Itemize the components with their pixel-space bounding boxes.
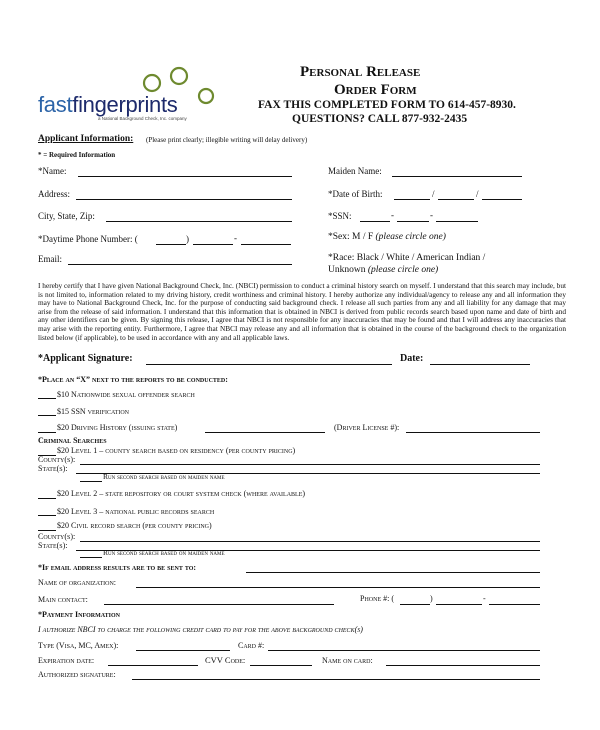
results-phone-line-field[interactable] (489, 604, 540, 605)
logo-wordmark (38, 92, 178, 118)
questions-phone: QUESTIONS? CALL 877-932-2435 (292, 113, 468, 125)
civil-run-second-search: Run second search based on maiden name (103, 548, 225, 557)
email-label: Email: (38, 254, 62, 264)
email-results-field[interactable] (246, 572, 540, 573)
checkbox-civil-maiden[interactable] (80, 557, 102, 558)
ssn-separator-2: - (430, 210, 433, 220)
address-label: Address: (38, 189, 70, 199)
civil-states-label: State(s): (38, 541, 68, 550)
name-label: *Name: (38, 166, 67, 176)
name-on-card-field[interactable] (386, 665, 540, 666)
card-number-field[interactable] (268, 650, 540, 651)
results-phone-paren: ) (430, 594, 433, 603)
civil-counties-label: County(s): (38, 532, 76, 541)
results-phone-dash: - (483, 594, 486, 603)
card-number-label: Card #: (238, 641, 265, 650)
signature-date-label: Date: (400, 353, 424, 364)
city-state-zip-label: City, State, Zip: (38, 211, 95, 221)
dob-label: *Date of Birth: (328, 189, 383, 199)
checkbox-sex-offender[interactable] (38, 398, 56, 399)
cvv-label: CVV Code: (205, 655, 246, 665)
criminal-searches-heading: Criminal Searches (38, 436, 107, 445)
form-title-line2: Order Form (334, 82, 417, 98)
card-type-field[interactable] (136, 650, 230, 651)
driving-history-state-field[interactable] (205, 432, 325, 433)
checkbox-level2[interactable] (38, 498, 56, 499)
applicant-info-note: (Please print clearly; illegible writing will delay delivery) (146, 136, 308, 144)
report-driving-history: $20 Driving History (issuing state) (57, 423, 178, 432)
phone-prefix-field[interactable] (193, 244, 233, 245)
report-ssn-verification: $15 SSN verification (57, 407, 130, 416)
ssn-separator-1: - (391, 210, 394, 220)
main-contact-field[interactable] (104, 604, 334, 605)
checkbox-ssn-verification[interactable] (38, 415, 56, 416)
phone-dash: - (234, 233, 237, 243)
organization-field[interactable] (136, 587, 540, 588)
phone-close-paren: ) (186, 234, 189, 244)
report-level2: $20 Level 2 – state repository or court system check (where available) (57, 489, 306, 498)
form-title-line1: Personal Release (300, 64, 421, 80)
card-type-label: Type (Visa, MC, Amex): (38, 641, 119, 650)
payment-authorize-text: I authorize NBCI to charge the following credit card to pay for the above background check(s) (38, 625, 363, 634)
email-field[interactable] (68, 264, 292, 265)
driver-license-field[interactable] (406, 432, 540, 433)
phone-line-field[interactable] (241, 244, 291, 245)
name-on-card-label: Name on card: (322, 656, 373, 665)
race-note: (please circle one) (367, 265, 439, 275)
level1-run-second-search: Run second search based on maiden name (103, 472, 225, 481)
phone-area-code-field[interactable] (156, 244, 186, 245)
authorized-signature-field[interactable] (132, 679, 540, 680)
level1-counties-field[interactable] (80, 464, 540, 465)
consent-paragraph: I hereby certify that I have given National Background Check, Inc. (NBCI) permission to conduct a criminal history search on myself. I understand that this search may include, but is not limited to, information related to my driving history, credit worthiness and criminal history. I hereby authorize any individual/agency to release any and all information they may have to National Background Check, Inc. for the purpose of conducting said background check. I release all such parties from any and all liability for any damage that may arise from the release of said information. I understand that this information that is obtained in NBCI is derived from public records search based upon name and date of birth and any other identifiers can be given. By signing this release, I agree that NBCI is not responsible for any inaccuracies that may be found and that I will address any inaccuracies that may arise with the reporting entity. Furthermore, I agree that NBCI may release any and all information that is obtained in the course of the background check to the organization listed below (if applicable), to be used in accordance with any and all applicable laws. (38, 281, 566, 342)
results-phone-area-field[interactable] (400, 604, 430, 605)
expiration-field[interactable] (108, 665, 198, 666)
ssn-part1-field[interactable] (360, 221, 390, 222)
email-results-heading: *If email address results are to be sent to: (38, 563, 197, 572)
applicant-signature-label: *Applicant Signature: (38, 353, 133, 364)
fax-instruction: FAX THIS COMPLETED FORM TO 614-457-8930. (258, 99, 516, 111)
ssn-part3-field[interactable] (436, 221, 478, 222)
report-sex-offender: $10 Nationwide sexual offender search (57, 390, 195, 399)
race-label[interactable]: *Race: Black / White / American Indian / (328, 253, 486, 263)
maiden-name-field[interactable] (392, 176, 522, 177)
payment-heading: *Payment Information (38, 610, 121, 619)
ssn-label: *SSN: (328, 211, 352, 221)
ssn-part2-field[interactable] (397, 221, 429, 222)
address-field[interactable] (76, 199, 292, 200)
checkbox-level3[interactable] (38, 515, 56, 516)
logo-word-fingerprints: fingerprints (72, 92, 178, 117)
report-level1: $20 Level 1 – county search based on residency (per county pricing) (57, 446, 296, 455)
checkbox-civil-record[interactable] (38, 530, 56, 531)
maiden-name-label: Maiden Name: (328, 166, 382, 176)
dob-day-field[interactable] (438, 199, 474, 200)
sex-options: *Sex: M / F (328, 232, 374, 242)
driver-license-label: (Driver License #): (334, 423, 400, 432)
checkbox-driving-history[interactable] (38, 432, 56, 433)
report-level3: $20 Level 3 – national public records search (57, 507, 215, 516)
daytime-phone-label: *Daytime Phone Number: ( (38, 234, 138, 244)
sex-note: (please circle one) (375, 232, 446, 242)
level1-counties-label: County(s): (38, 455, 76, 464)
city-state-zip-field[interactable] (106, 221, 292, 222)
required-note: * = Required Information (38, 151, 116, 159)
expiration-label: Expiration date: (38, 656, 95, 665)
logo-word-fast: fast (38, 92, 73, 117)
dob-separator-1: / (432, 189, 435, 199)
sex-label[interactable] (328, 232, 446, 242)
logo-tagline: a National Background Check, Inc. company (98, 116, 187, 121)
signature-date-field[interactable] (430, 364, 530, 365)
company-logo (38, 66, 238, 126)
dob-separator-2: / (476, 189, 479, 199)
race-option-unknown: Unknown (328, 265, 366, 275)
race-label-line2[interactable] (328, 265, 438, 275)
name-field[interactable] (78, 176, 292, 177)
results-phone-label: Phone #: ( (360, 594, 394, 603)
cvv-field[interactable] (250, 665, 312, 666)
civil-counties-field[interactable] (80, 541, 540, 542)
reports-heading: *Place an “X” next to the reports to be conducted: (38, 375, 228, 384)
report-civil-record: $20 Civil record search (per county pricing) (57, 521, 212, 530)
dob-year-field[interactable] (482, 199, 522, 200)
level1-states-label: State(s): (38, 464, 68, 473)
checkbox-level1-maiden[interactable] (80, 481, 102, 482)
applicant-info-heading: Applicant Information: (38, 134, 134, 144)
applicant-signature-field[interactable] (146, 364, 392, 365)
organization-label: Name of organization: (38, 578, 116, 587)
results-phone-prefix-field[interactable] (436, 604, 482, 605)
authorized-signature-label: Authorized signature: (38, 670, 116, 679)
dob-month-field[interactable] (394, 199, 430, 200)
main-contact-label: Main contact: (38, 595, 88, 604)
